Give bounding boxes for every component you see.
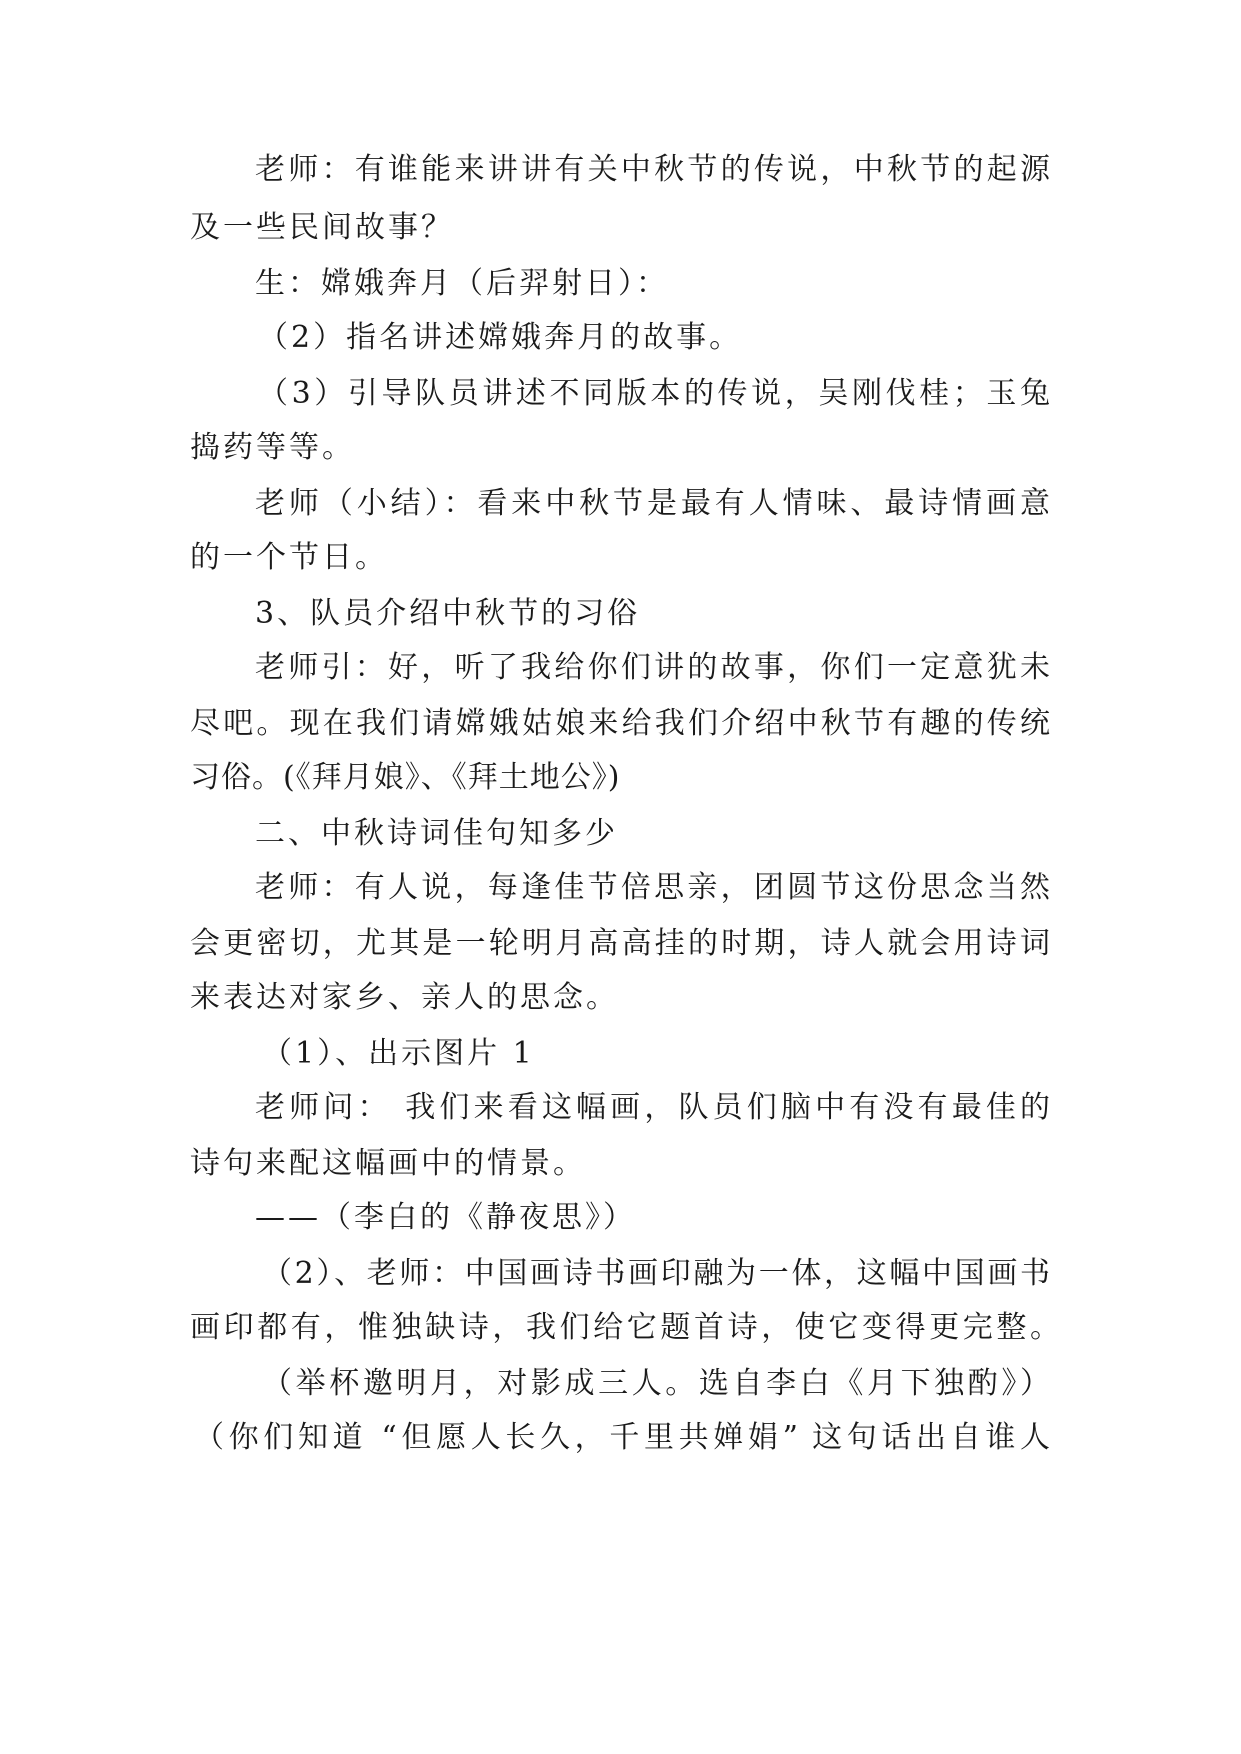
paragraph-line: 捣药等等。 <box>190 430 355 465</box>
paragraph-line: 老师问： 我们来看这幅画，队员们脑中有没有最佳的 <box>255 1090 1050 1125</box>
paragraph-line: 会更密切，尤其是一轮明月高高挂的时期，诗人就会用诗词 <box>190 926 1050 961</box>
paragraph-line: （你们知道 “但愿人长久，千里共婵娟” 这句话出自谁人 <box>194 1420 1050 1455</box>
paragraph-line: 及一些民间故事？ <box>190 210 454 245</box>
paragraph-line: 的一个节日。 <box>190 540 388 575</box>
paragraph-line: 老师：有人说，每逢佳节倍思亲，团圆节这份思念当然 <box>255 870 1050 905</box>
section-heading: 3、队员介绍中秋节的习俗 <box>255 596 641 631</box>
paragraph-line: ——（李白的《静夜思》） <box>255 1200 636 1235</box>
paragraph-line: 诗句来配这幅画中的情景。 <box>190 1146 586 1181</box>
paragraph-line: （2）指名讲述嫦娥奔月的故事。 <box>258 320 743 355</box>
paragraph-line: 尽吧。现在我们请嫦娥姑娘来给我们介绍中秋节有趣的传统 <box>190 706 1050 741</box>
paragraph-line: 画印都有，惟独缺诗，我们给它题首诗，使它变得更完整。 <box>190 1310 1060 1345</box>
paragraph-line: 来表达对家乡、亲人的思念。 <box>190 980 619 1015</box>
paragraph-line: 老师（小结）：看来中秋节是最有人情味、最诗情画意 <box>255 486 1050 521</box>
paragraph-line: （举杯邀明月，对影成三人。选自李白《月下独酌》） <box>262 1366 1050 1401</box>
paragraph-line: 生：嫦娥奔月（后羿射日）： <box>255 266 669 301</box>
paragraph-line: 老师引：好，听了我给你们讲的故事，你们一定意犹未 <box>255 650 1050 685</box>
paragraph-line: （1）、出示图片 1 <box>262 1036 535 1071</box>
paragraph-line: （3）引导队员讲述不同版本的传说，吴刚伐桂；玉兔 <box>258 376 1050 411</box>
paragraph-line: （2）、老师：中国画诗书画印融为一体，这幅中国画书 <box>262 1256 1050 1291</box>
paragraph-line: 老师：有谁能来讲讲有关中秋节的传说，中秋节的起源 <box>255 152 1050 187</box>
paragraph-line: 习俗。(《拜月娘》、《拜土地公》) <box>190 760 621 795</box>
section-heading: 二、中秋诗词佳句知多少 <box>255 816 618 851</box>
